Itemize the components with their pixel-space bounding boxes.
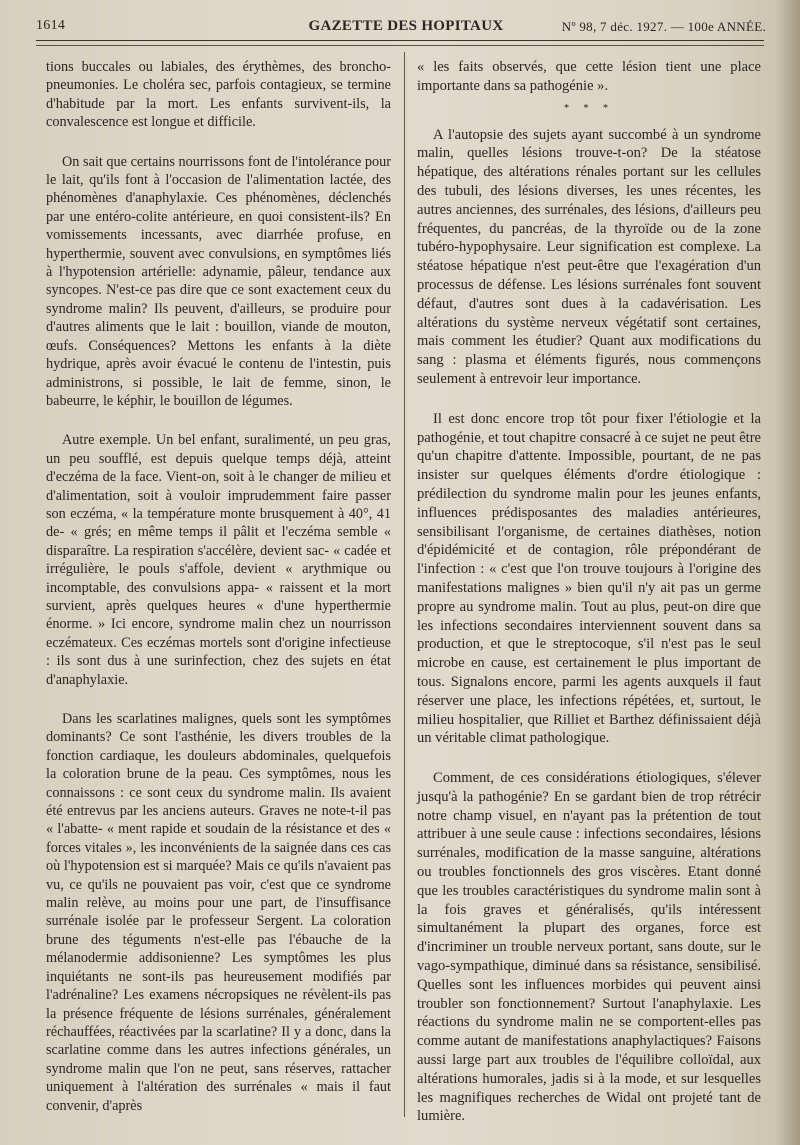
page-number: 1614: [36, 18, 66, 33]
header-rule-top: [36, 40, 764, 41]
paragraph-pathogeny: Comment, de ces considérations étiologiques, s'élever jusqu'à la pathogénie? En se gardant bien de trop rétrécir notre champ visuel, en n'ayant pas la prétention de tout attribuer à une seule cause : infections secondaires, lésions surrénales, modification de la masse sanguine, altérations ou troubles fonctionnels des gros viscères. Etant donné que les troubles caractéristiques du syndrome malin sont à la fois graves et généralisés, qu'ils intéressent simultanément la plupart des organes, force est d'incriminer un trouble nerveux portant, sans doute, sur le vago-sympathique, diminué dans sa résistance, sensibilisé. Quelles sont les influences morbides qui peuvent ainsi troubler son fonctionnement? Surtout l'anaphylaxie. Les réactions du syndrome malin ne se comportent-elles pas comme autant de manifestations anaphylactiques? Faisons aussi large part aux troubles de l'équilibre colloïdal, aux altérations humorales, jadis si à la mode, et sur lesquelles les magnifiques recherches de Widal ont projeté tant de lumière.: [417, 770, 761, 1125]
column-divider: [404, 52, 405, 1117]
section-separator: * * *: [564, 102, 614, 114]
header-rule-bottom: [36, 45, 764, 46]
paragraph-continued: tions buccales ou labiales, des érythèmes, des broncho-pneumonies. Le choléra sec, parfois contagieux, se termine d'habitude par la mort. Les enfants survivent-ils, la convalescence est longue et difficile.: [46, 59, 391, 131]
paragraph-autopsy: A l'autopsie des sujets ayant succombé à un syndrome malin, quelles lésions trouve-t-on? De la stéatose hépatique, des altérations rénales portant sur les cellules des tubuli, des lésions diverses, les unes récentes, les autres anciennes, des surrénales, des lésions, d'ailleurs peu fréquentes, du pancréas, de la thyroïde ou de la zone tubéro-hypophysaire. Leur signification est complexe. La stéatose hépatique n'est peut-être que l'exagération d'un processus de défense. Les lésions surrénales font souvent défaut, d'autres sont dues à la cadavérisation. Les altérations du système nerveux végétatif sont certaines, mais comment les étudier? Quant aux modifications du sang : plasma et éléments figurés, nous commençons seulement à entrevoir leur importance.: [417, 126, 761, 387]
journal-title: GAZETTE DES HOPITAUX: [308, 18, 504, 34]
left-column: [46, 58, 391, 1115]
right-column: [417, 58, 761, 1126]
paragraph-quote-end: « les faits observés, que cette lésion tient une place importante dans sa pathogénie ».: [417, 59, 761, 94]
page-header: [36, 14, 776, 40]
paragraph-etiology: Il est donc encore trop tôt pour fixer l'étiologie et la pathogénie, et tout chapitre consacré à ce sujet ne peut être qu'un chapitre d'attente. Impossible, pourtant, de ne pas insister sur quelques éléments d'ordre étiologique : prédilection du syndrome malin pour les jeunes enfants, influences prédisposantes des maladies antérieures, sensibilisant l'organisme, de certaines diathèses, notion d'épidémicité et de contagion, rôle prépondérant de l'infection : « c'est que l'on trouve toujours à l'origine des manifestations malignes » bien qu'il n'y ait pas un germe propre au syndrome malin. Tout au plus, peut-on dire que les infections secondaires interviennent souvent dans sa production, et que le streptocoque, s'il n'est pas le seul microbe en cause, est certainement le plus important de tous. Signalons encore, parmi les agents auxquels il faut réserver une place, les infections répétées, et, surtout, le milieu hospitalier, que Rilliet et Barthez définissaient déjà un véritable climat pathologique.: [417, 410, 761, 747]
issue-info: Nº 98, 7 déc. 1927. — 100e ANNÉE.: [561, 19, 766, 34]
paragraph-scarlet-fever: Dans les scarlatines malignes, quels sont les symptômes dominants? Ce sont l'asthénie, les divers troubles de la fonction cardiaque, les douleurs abdominales, quelquefois la coloration brune de la peau. Ces symptômes, nous les connaissons : ce sont ceux du syndrome malin. Ils avaient été entrevus par les anciens auteurs. Graves ne note-t-il pas « l'abatte- « ment rapide et soudain de la résistance et des « forces vitales », les inconvénients de la saignée dans ces cas où l'hypotension est si marquée? Mais ce qu'ils n'avaient pas vu, ce qu'ils ne pouvaient pas voir, c'est que ce syndrome malin relève, au moins pour une part, de l'insuffisance surrénale isolée par le professeur Sergent. La coloration brune des téguments n'est-elle pas l'ébauche de la mélanodermie addisonienne? Les symptômes les plus inquiétants ne sont-ils pas heureusement modifiés par l'adrénaline? Les examens nécropsiques ne révèlent-ils pas la présence fréquente de lésions surrénales, généralement réchauffées, réactivées par la scarlatine? Il y a donc, dans la scarlatine comme dans les autres infections générales, un syndrome malin que l'on ne peut, sans réserves, rattacher uniquement à l'altération des surrénales « mais il faut convenir, d'après: [46, 711, 391, 1114]
paragraph-eczema-example: Autre exemple. Un bel enfant, suralimenté, un peu gras, un peu soufflé, est depuis quelque temps déjà, atteint d'eczéma de la face. Vient-on, soit à le changer de milieu et d'alimentation, soit à vouloir imprudemment faire passer son eczéma, « la température monte brusquement à 40°, 41 de- « grés; en même temps il pâlit et l'eczéma semble « disparaître. La respiration s'accélère, devient sac- « cadée et irrégulière, le pouls s'affole, devient « arythmique ou incomptable, des convulsions appa- « raissent et la mort survient, après quelques heures « d'une hyperthermie énorme. » Ici encore, syndrome malin chez un nourrisson eczémateux. Ces eczémas mortels sont d'origine infectieuse : ils sont dus à une surinfection, chez des sujets en état d'anaphylaxie.: [46, 432, 391, 688]
paragraph-milk-intolerance: On sait que certains nourrissons font de l'intolérance pour le lait, qu'ils font à l'occasion de l'alimentation lactée, des phénomènes d'anaphylaxie. Ces phénomènes, déclenchés par une entéro-colite antérieure, en quoi consistent-ils? En vomissements incessants, avec diarrhée profuse, en hyperthermie, souvent avec convulsions, en symptômes liés à l'hypotension artérielle: adynamie, pâleur, tendance aux syncopes. N'est-ce pas dire que ce sont exactement ceux du syndrome malin? Ils peuvent, d'ailleurs, se produire pour d'autres aliments que le lait : bouillon, viande de mouton, œufs. Conséquences? Mettons les enfants à la diète hydrique, après avoir évacué le contenu de l'intestin, puis administrons, si possible, le lait de femme, sinon, le babeurre, le képhir, le bouillon de légumes.: [46, 153, 391, 409]
